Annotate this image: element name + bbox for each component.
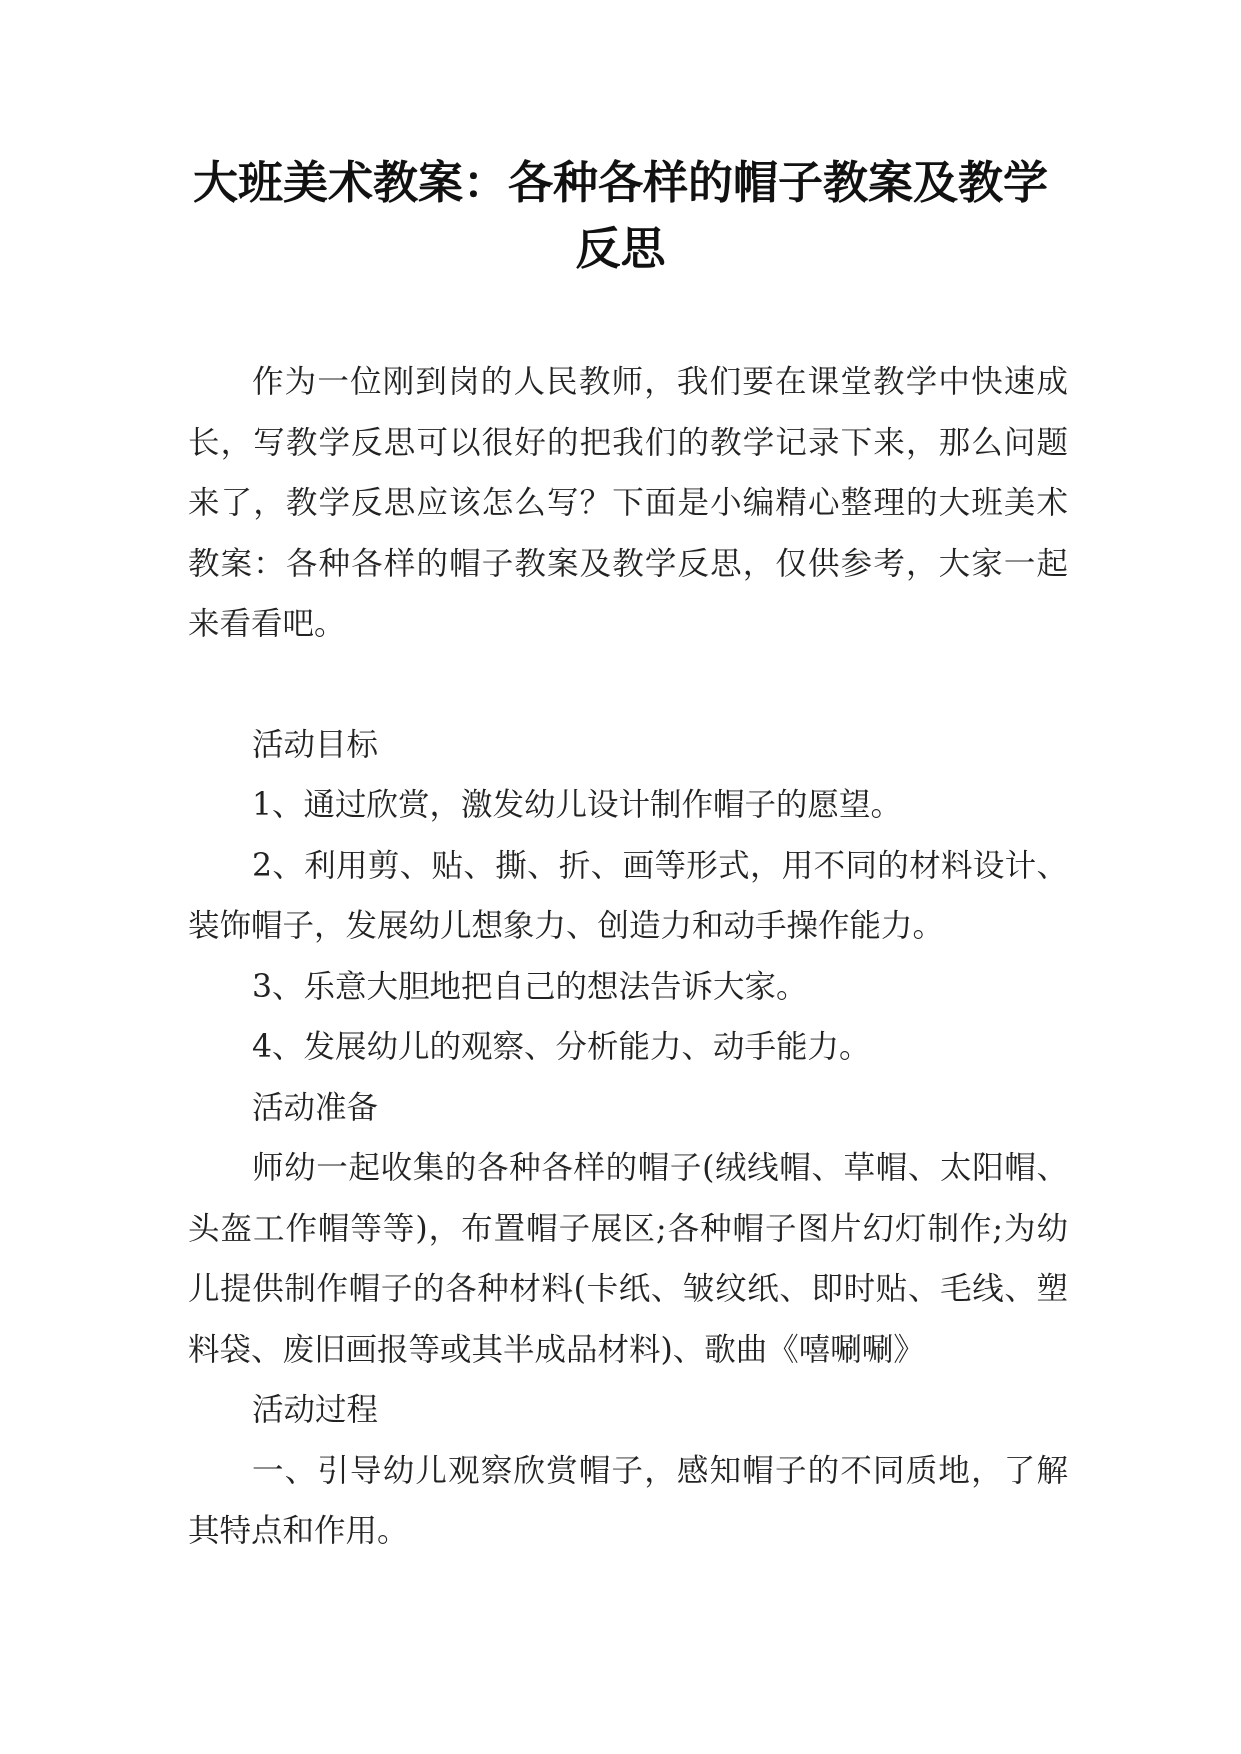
preparation-paragraph: 师幼一起收集的各种各样的帽子(绒线帽、草帽、太阳帽、头盔工作帽等等)，布置帽子展区;各种帽子图片幻灯制作;为幼儿提供制作帽子的各种材料(卡纸、皱纹纸、即时贴、毛线、塑料袋、废旧画报等或其半成品材料)、歌曲《嘻唰唰》 (188, 1150, 1068, 1368)
section-heading-goals: 活动目标 (252, 726, 379, 763)
process-step-1: 一、引导幼儿观察欣赏帽子，感知帽子的不同质地，了解其特点和作用。 (188, 1452, 1068, 1549)
goal-item-2: 2、利用剪、贴、撕、折、画等形式，用不同的材料设计、装饰帽子，发展幼儿想象力、创造力和动手操作能力。 (188, 847, 1068, 944)
section-heading-process: 活动过程 (252, 1392, 379, 1428)
section-heading-preparation: 活动准备 (252, 1089, 379, 1126)
goal-item-4: 4、发展幼儿的观察、分析能力、动手能力。 (252, 1029, 871, 1065)
paragraph-spacer (188, 655, 1068, 715)
document-body (188, 352, 1068, 1562)
goal-item-3: 3、乐意大胆地把自己的想法告诉大家。 (252, 968, 808, 1005)
intro-paragraph: 作为一位刚到岗的人民教师，我们要在课堂教学中快速成长，写教学反思可以很好的把我们的教学记录下来，那么问题来了，教学反思应该怎么写？下面是小编精心整理的大班美术教案：各种各样的帽子教案及教学反思，仅供参考，大家一起来看看吧。 (188, 364, 1068, 642)
goal-item-1: 1、通过欣赏，激发幼儿设计制作帽子的愿望。 (252, 787, 903, 823)
document-title: 大班美术教案：各种各样的帽子教案及教学反思 (192, 156, 1048, 275)
